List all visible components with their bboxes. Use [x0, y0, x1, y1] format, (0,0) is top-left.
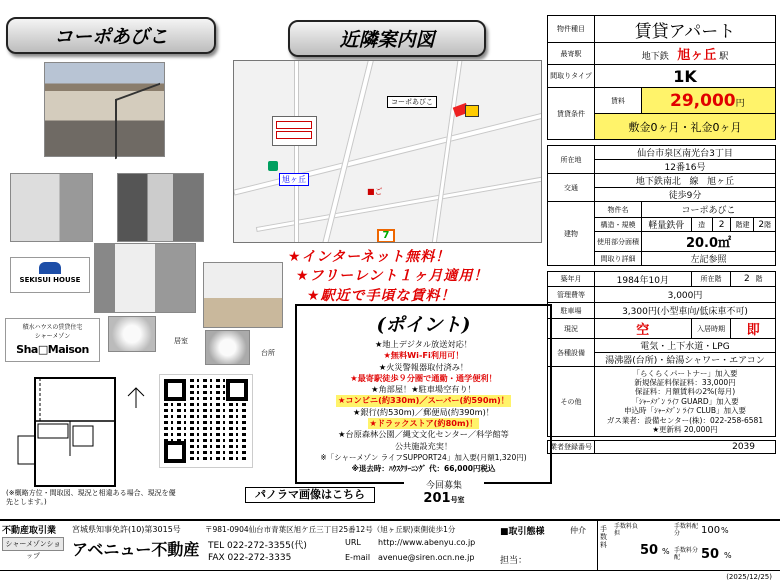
- station-icon: [268, 161, 278, 171]
- promo-internet: ★インターネット無料！: [288, 249, 451, 265]
- qr-code[interactable]: [160, 375, 252, 467]
- map-station-label: 旭ヶ丘: [279, 173, 309, 186]
- disclaimer-note: (※概略方位・間取図、現況と相違ある場合、現況を優先とします。): [6, 489, 176, 506]
- point-item: 公共施設充実！: [394, 440, 453, 451]
- floor-plan: [10, 376, 150, 491]
- property-info-table: 物件種目 賃貸アパート 最寄駅 地下鉄 旭ヶ丘 駅 間取りタイプ 1K 賃貸条件 賃料 29,000円 敷金0ヶ月・礼金0ヶ月 所在地 仙台市泉区南光台3丁目 12番16号 交通 地下鉄南北 線 旭ヶ丘 徒歩9分 建物 物件名 コーポあびこ 構造・規模 軽量鉄骨 造 2 階建 2階 使用部分面積 20.0㎡ 間取り詳細 左記参照 築年月 1984年10月 所在階 2 階 管理費等 3,000円 駐車場 3,300円(小型車向/低床車不可) 現況 空 入居時期 即 各種設備 電気・上下水道・LPG 湯沸器(台所)・給湯シャワー・エアコン その他 「らくらくパートナー」加入要 新規保証料保証料：33,000円 保証料：月額賃料の2%(毎月) 「ｼｬｰﾒｿﾞﾝ ﾗｲﾌ GUARD」加入要 申込時「ｼｬｰﾒｿﾞﾝ ﾗｲﾌ CLUB」加入要 ガス業者：設備センター(株)：022-258-6581 ★更新料 20,000円 業者登録番号 2039: [547, 15, 776, 454]
- point-item: ★角部屋！★駐車場空有り！: [371, 384, 476, 395]
- other-condition-item: 新規保証料保証料：33,000円: [634, 377, 736, 387]
- other-condition-item: 「らくらくパートナー」加入要: [632, 368, 738, 378]
- promo-station: ★駅近で手頃な賃料！: [307, 288, 456, 304]
- point-item: ★コンビニ(約330m)／スーパー(約590m)！: [338, 395, 509, 406]
- panorama-link[interactable]: パノラマ画像はこちら: [245, 487, 375, 503]
- property-type: 賃貸アパート: [595, 16, 776, 43]
- company-name: アベニュー不動産: [72, 540, 200, 559]
- point-box: [295, 304, 552, 484]
- other-condition-item: ガス業者：設備センター(株)：022-258-6581: [606, 415, 764, 425]
- interior-photo-3: [94, 243, 196, 313]
- store-icon: [465, 105, 479, 117]
- map-title-banner: 近隣案内図: [288, 20, 486, 57]
- sekisui-house-logo: SEKISUI HOUSE: [10, 257, 90, 293]
- property-name-banner: コーポあびこ: [6, 17, 216, 54]
- neighborhood-map: [233, 60, 542, 243]
- deposit-info: 敷金0ヶ月・礼金0ヶ月: [595, 114, 776, 140]
- company-url[interactable]: http://www.abenyu.co.jp: [378, 538, 476, 547]
- interior-photo-1: [10, 173, 93, 242]
- other-condition-item: 保証料：月額賃料の2%(毎月): [634, 387, 736, 397]
- other-conditions: [595, 367, 776, 437]
- kitchen-photo: [205, 330, 250, 365]
- rent-amount: 29,000: [670, 90, 736, 111]
- point-item: ★無料Wi-Fi利用可！: [383, 350, 464, 361]
- other-condition-item: ★更新料 20,000円: [652, 425, 718, 435]
- other-condition-item: 申込時「ｼｬｰﾒｿﾞﾝ ﾗｲﾌ CLUB」加入要: [624, 406, 746, 416]
- interior-photo-4: [203, 262, 283, 328]
- company-email[interactable]: avenue@siren.ocn.ne.jp: [378, 553, 475, 562]
- point-item: ※「シャーメゾン ライフSUPPORT24」加入要(月額1,320円): [320, 452, 527, 462]
- exterior-photo: [44, 62, 165, 157]
- print-date: (2025/12/25): [726, 573, 772, 581]
- point-item: ★地上デジタル放送対応！: [375, 339, 472, 349]
- point-item: ★ドラックストア(約80m)！: [369, 418, 478, 429]
- points-list: [297, 339, 550, 475]
- fee-box: 手数料 手数料負担 50 % 手数料配分 100 % 手数料分配 50 %: [597, 521, 780, 571]
- room-label: 居室: [174, 337, 188, 345]
- point-item: ★火災警報器取付済み！: [378, 361, 469, 372]
- kitchen-label: 台所: [261, 349, 275, 357]
- map-corp-label: コーポあびこ: [387, 96, 437, 108]
- vacancy-box: 今回募集 201号室: [404, 478, 484, 506]
- layout-type: 1K: [595, 65, 776, 88]
- point-title: (ポイント): [376, 314, 471, 336]
- other-condition-item: 「ｼｬｰﾒｿﾞﾝ ﾗｲﾌ GUARD」加入要: [631, 396, 739, 406]
- point-item: ★最寄駅徒歩９分圏で通勤・通学便利！: [350, 372, 497, 383]
- sharemaison-sign: 積水ハウスの賃貸住宅 シャーメゾン Sha□Maison: [5, 318, 100, 362]
- promo-freerent: ★フリーレント１ヶ月適用！: [296, 268, 489, 284]
- point-item: ※退去時：ﾊｳｽｸﾘｰﾆﾝｸﾞ 代：66,000円税込: [351, 464, 496, 474]
- map-ticket-marker: ■ご: [367, 187, 383, 196]
- point-item: ★台原森林公園／縄文文化センター／科学館等: [338, 429, 509, 440]
- room-photo: [108, 316, 156, 352]
- footer: 不動産取引業 宮城県知事免許(10)第3015号 シャーメゾンショップ アベニュー不動産 〒981-0904仙台市青葉区旭ケ丘三丁目25番12号（旭ヶ丘駅)東側徒歩1分 TEL 022-272-3355(代) FAX 022-272-3335 URL http://www.abenyu.co.jp E-mail avenue@siren.ocn.ne.jp ■取引態様 仲介 担当： 手数料 手数料負担 50 % 手数料配分 100 % 手数料分配 50 %: [0, 519, 780, 571]
- point-item: ★銀行(約530m)／郵便局(約390m)！: [352, 406, 494, 417]
- seven-eleven-icon: 7: [377, 229, 395, 243]
- interior-photo-2: [117, 173, 204, 242]
